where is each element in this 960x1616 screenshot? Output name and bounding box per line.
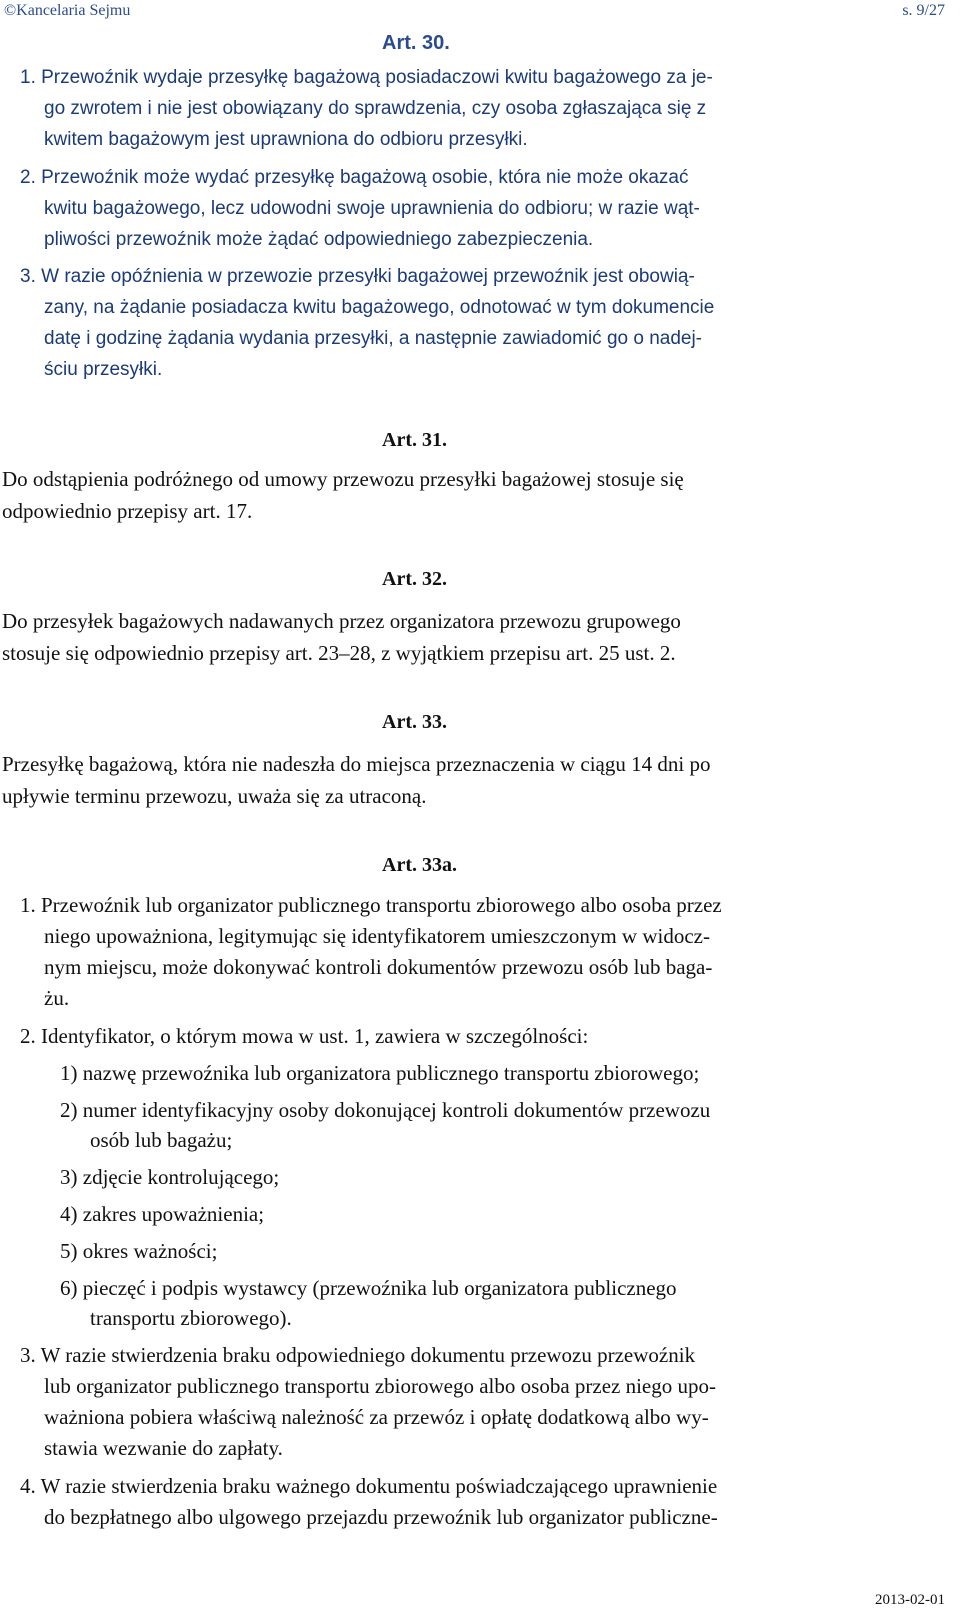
footer-date: 2013-02-01 — [875, 1592, 945, 1608]
page-number: s. 9/27 — [902, 2, 945, 19]
list-item-continuation: osób lub bagażu; — [90, 1128, 233, 1152]
list-item: 5) okres ważności; — [60, 1239, 218, 1263]
article-title-30: Art. 30. — [382, 32, 450, 54]
list-item: 3) zdjęcie kontrolującego; — [60, 1165, 280, 1189]
text-line: odpowiednio przepisy art. 17. — [2, 499, 253, 523]
text-line: 1. Przewoźnik lub organizator publicznego transportu zbiorowego albo osoba przez — [20, 893, 722, 917]
text-line: stawia wezwanie do zapłaty. — [44, 1436, 283, 1460]
list-item: 6) pieczęć i podpis wystawcy (przewoźnika lub organizatora publicznego — [60, 1276, 677, 1300]
text-line: ściu przesyłki. — [44, 359, 163, 380]
text-line: niego upoważniona, legitymując się identyfikatorem umieszczonym w widocz- — [44, 924, 710, 948]
text-line: stosuje się odpowiednio przepisy art. 23–28, z wyjątkiem przepisu art. 25 ust. 2. — [2, 641, 676, 665]
text-line: ważniona pobiera właściwą należność za przewóz i opłatę dodatkową albo wy- — [44, 1405, 709, 1429]
list-item-continuation: transportu zbiorowego). — [90, 1306, 292, 1330]
text-line: 3. W razie stwierdzenia braku odpowiedniego dokumentu przewozu przewoźnik — [20, 1343, 696, 1367]
list-item: 4) zakres upoważnienia; — [60, 1202, 265, 1226]
text-line: Przesyłkę bagażową, która nie nadeszła do miejsca przeznaczenia w ciągu 14 dni po — [2, 752, 711, 776]
text-line: 1. Przewoźnik wydaje przesyłkę bagażową posiadaczowi kwitu bagażowego za je- — [20, 67, 713, 88]
article-title-31: Art. 31. — [382, 429, 447, 451]
text-line: pliwości przewoźnik może żądać odpowiedniego zabezpieczenia. — [44, 229, 594, 250]
text-line: Do odstąpienia podróżnego od umowy przewozu przesyłki bagażowej stosuje się — [2, 467, 684, 491]
text-line: kwitu bagażowego, lecz udowodni swoje uprawnienia do odbioru; w razie wąt- — [44, 198, 700, 219]
text-line: nym miejscu, może dokonywać kontroli dokumentów przewozu osób lub baga- — [44, 955, 713, 979]
text-line: 2. Identyfikator, o którym mowa w ust. 1, zawiera w szczególności: — [20, 1024, 589, 1048]
list-item: 2) numer identyfikacyjny osoby dokonującej kontroli dokumentów przewozu — [60, 1098, 711, 1122]
page-header — [0, 0, 945, 26]
article-title-32: Art. 32. — [382, 568, 447, 590]
copyright-label: ©Kancelaria Sejmu — [4, 2, 131, 19]
text-line: 2. Przewoźnik może wydać przesyłkę bagażową osobie, która nie może okazać — [20, 167, 689, 188]
text-line: upływie terminu przewozu, uważa się za utraconą. — [2, 784, 427, 808]
text-line: datę i godzinę żądania wydania przesyłki, a następnie zawiadomić go o nadej- — [44, 328, 703, 349]
text-line: zany, na żądanie posiadacza kwitu bagażowego, odnotować w tym dokumencie — [44, 297, 715, 318]
text-line: żu. — [44, 986, 70, 1010]
text-line: go zwrotem i nie jest obowiązany do sprawdzenia, czy osoba zgłaszająca się z — [44, 98, 707, 119]
text-line: 3. W razie opóźnienia w przewozie przesyłki bagażowej przewoźnik jest obowią- — [20, 266, 695, 287]
text-line: kwitem bagażowym jest uprawniona do odbioru przesyłki. — [44, 129, 528, 150]
article-title-33: Art. 33. — [382, 711, 447, 733]
text-line: 4. W razie stwierdzenia braku ważnego dokumentu poświadczającego uprawnienie — [20, 1474, 718, 1498]
text-line: do bezpłatnego albo ulgowego przejazdu przewoźnik lub organizator publiczne- — [44, 1505, 718, 1529]
article-title-33a: Art. 33a. — [382, 854, 457, 876]
list-item: 1) nazwę przewoźnika lub organizatora publicznego transportu zbiorowego; — [60, 1061, 700, 1085]
text-line: Do przesyłek bagażowych nadawanych przez organizatora przewozu grupowego — [2, 609, 681, 633]
text-line: lub organizator publicznego transportu zbiorowego albo osoba przez niego upo- — [44, 1374, 716, 1398]
